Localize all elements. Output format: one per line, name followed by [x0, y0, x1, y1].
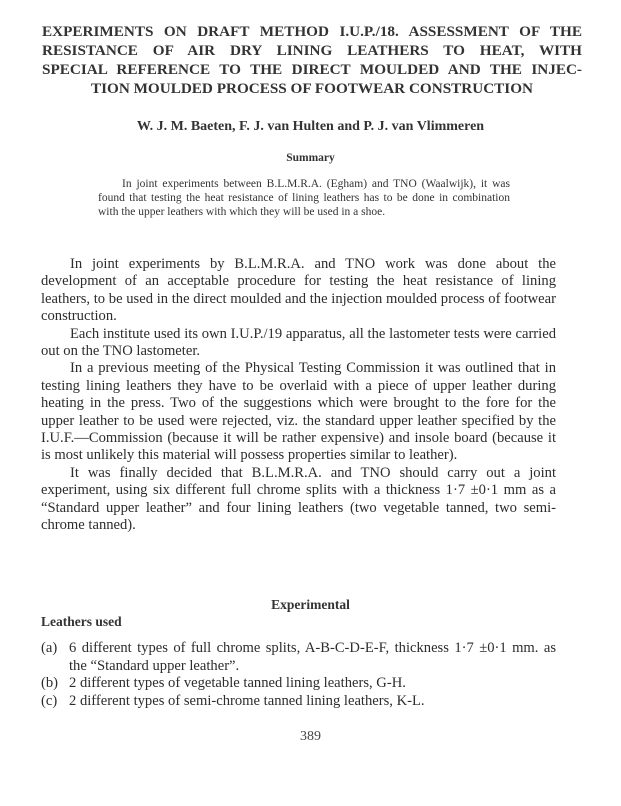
title-line-2: RESISTANCE OF AIR DRY LINING LEATHERS TO HEAT, WITH — [42, 42, 582, 59]
section-heading-experimental: Experimental — [271, 597, 350, 612]
title-line-3: SPECIAL REFERENCE TO THE DIRECT MOULDED AND THE INJEC- — [42, 61, 582, 78]
body-paragraph: In joint experiments by B.L.M.R.A. and TNO work was done about the development of an acceptable procedure for testing the heat resistance of lining leathers, to be used in the direct moulded and the injection moulded process of footwear construction. — [41, 256, 556, 325]
list-item — [41, 640, 556, 675]
summary-text: In joint experiments between B.L.M.R.A. (Egham) and TNO (Waalwijk), it was found that testing the heat resistance of lining leathers has to be done in combination with the upper leathers with which they will be used in a shoe. — [98, 178, 510, 219]
leathers-list — [41, 640, 556, 710]
summary-abstract — [98, 177, 510, 220]
body-paragraph: In a previous meeting of the Physical Testing Commission it was outlined that in testing lining leathers they have to be overlaid with a piece of upper leather during heating in the press. Two of the suggestions which were brought to the fore for the upper leather to be used were rejected, viz. the standard upper leather specified by the I.U.F.—Commission (because it will be rather expensive) and insole board (because it is most unlikely this material will possess properties similar to leather). — [41, 360, 556, 464]
title-line-1: EXPERIMENTS ON DRAFT METHOD I.U.P./18. ASSESSMENT OF THE — [42, 23, 582, 40]
title-line-4: TION MOULDED PROCESS OF FOOTWEAR CONSTRUCTION — [90, 80, 534, 97]
article-title — [42, 22, 582, 98]
authors: W. J. M. Baeten, F. J. van Hulten and P. J. van Vlimmeren — [136, 119, 485, 134]
subsection-heading-leathers-used: Leathers used — [41, 614, 122, 629]
list-item-text: 2 different types of vegetable tanned lining leathers, G-H. — [69, 675, 406, 692]
list-marker: (b) — [41, 675, 59, 692]
page-number: 389 — [300, 729, 321, 744]
summary-heading: Summary — [286, 152, 335, 164]
body-text — [41, 256, 556, 535]
body-paragraph: It was finally decided that B.L.M.R.A. and TNO should carry out a joint experiment, using six different full chrome splits with a thickness 1·7 ±0·1 mm as a “Standard upper leather” and four lining leathers (two vegetable tanned, two semi-chrome tanned). — [41, 464, 556, 534]
body-paragraph: Each institute used its own I.U.P./19 apparatus, all the lastometer tests were carried out on the TNO lastometer. — [41, 325, 556, 360]
list-marker: (a) — [41, 640, 58, 656]
list-item — [41, 693, 556, 711]
list-marker: (c) — [41, 692, 58, 709]
list-item-text: 2 different types of semi-chrome tanned lining leathers, K-L. — [69, 692, 425, 709]
list-item-text: 6 different types of full chrome splits, A-B-C-D-E-F, thickness 1·7 ±0·1 mm. as the “Standard upper leather”. — [69, 640, 556, 674]
list-item — [41, 675, 556, 693]
